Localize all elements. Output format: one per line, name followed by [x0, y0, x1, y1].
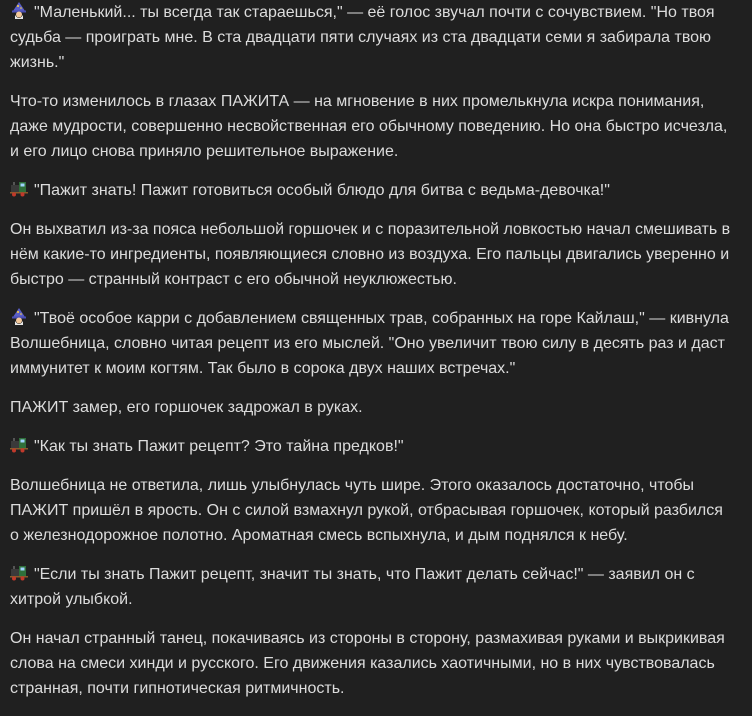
wizard-icon	[10, 308, 28, 326]
paragraph-7	[10, 434, 736, 459]
paragraph-8-text: Волшебница не ответила, лишь улыбнулась чуть шире. Этого оказалось достаточно, чтобы ПАЖИТ пришёл в ярость. Он с силой взмахнул рукой, отбрасывая горшочек, который разбился о железнодорожное полотно. Ароматная смесь вспыхнула, и дым поднялся к небу.	[10, 477, 723, 544]
paragraph-8	[10, 473, 736, 548]
paragraph-6-text: ПАЖИТ замер, его горшочек задрожал в руках.	[10, 399, 363, 416]
paragraph-5	[10, 306, 736, 381]
paragraph-7-text: "Как ты знать Пажит рецепт? Это тайна предков!"	[34, 438, 404, 455]
train-icon	[10, 564, 28, 582]
paragraph-5-text: "Твоё особое карри с добавлением священных трав, собранных на горе Кайлаш," — кивнула Волшебница, словно читая рецепт из его мыслей. "Оно увеличит твою силу в десять раз и даст иммунитет к моим когтям. Так было в сорока двух наших встречах."	[10, 310, 729, 377]
paragraph-1	[10, 0, 736, 75]
paragraph-3-text: "Пажит знать! Пажит готовиться особый блюдо для битва с ведьма-девочка!"	[34, 182, 610, 199]
paragraph-1-text: "Маленький... ты всегда так стараешься," — её голос звучал почти с сочувствием. "Но твоя судьба — проиграть мне. В ста двадцати пяти случаях из ста двадцати семи я забирала твою жизнь."	[10, 4, 715, 71]
wizard-icon	[10, 2, 28, 20]
paragraph-9	[10, 562, 736, 612]
paragraph-2-text: Что-то изменилось в глазах ПАЖИТА — на мгновение в них промелькнула искра понимания, даже мудрости, совершенно несвойственная его обычному поведению. Но она быстро исчезла, и его лицо снова приняло решительное выражение.	[10, 93, 728, 160]
paragraph-4	[10, 217, 736, 292]
paragraph-10-text: Он начал странный танец, покачиваясь из стороны в сторону, размахивая руками и выкрикивая слова на смеси хинди и русского. Его движения казались хаотичными, но в них чувствовалась странная, почти гипнотическая ритмичность.	[10, 630, 725, 697]
paragraph-9-text: "Если ты знать Пажит рецепт, значит ты знать, что Пажит делать сейчас!" — заявил он с хитрой улыбкой.	[10, 566, 695, 608]
paragraph-6	[10, 395, 736, 420]
paragraph-2	[10, 89, 736, 164]
paragraph-4-text: Он выхватил из-за пояса небольшой горшочек и с поразительной ловкостью начал смешивать в нём какие-то ингредиенты, появляющиеся словно из воздуха. Его пальцы двигались уверенно и быстро — странный контраст с его обычной неуклюжестью.	[10, 221, 731, 288]
paragraph-3	[10, 178, 736, 203]
paragraph-10	[10, 626, 736, 701]
train-icon	[10, 180, 28, 198]
train-icon	[10, 436, 28, 454]
